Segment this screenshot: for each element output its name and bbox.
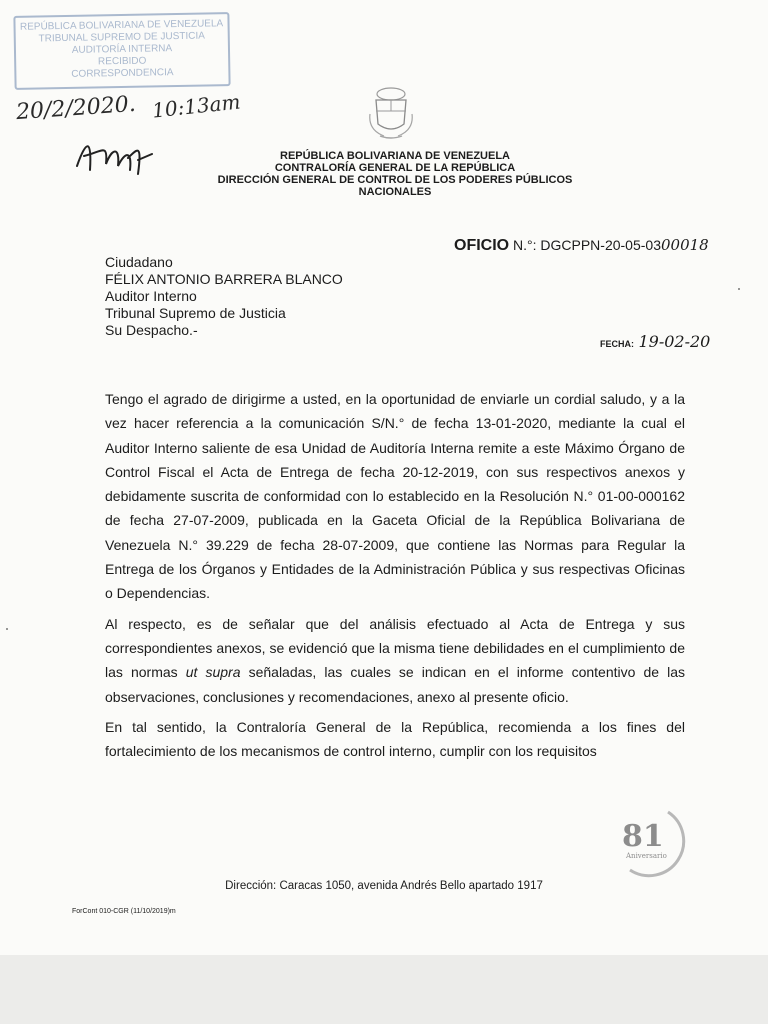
- fecha-handwritten-value: 19-02-20: [638, 332, 711, 351]
- footer-address: Dirección: Caracas 1050, avenida Andrés Bello apartado 1917: [225, 880, 543, 892]
- letterhead-line: REPÚBLICA BOLIVARIANA DE VENEZUELA: [280, 150, 510, 162]
- letter-date: [600, 332, 710, 352]
- anniversary-logo-icon: [616, 806, 688, 878]
- anniversary-word: Aniversario: [626, 852, 667, 860]
- body-paragraph: Tengo el agrado de dirigirme a usted, en la oportunidad de enviarle un cordial saludo, y a la vez hacer referencia a la comunicación S/N.° de fecha 13-01-2020, mediante la cual el Auditor Interno saliente de esa Unidad de Auditoría Interna remite a este Máximo Órgano de Control Fiscal el Acta de Entrega de fecha 20-12-2019, con sus respectivos anexos y debidamente suscrita de conformidad con lo establecido en la Resolución N.° 01-00-000162 de fecha 27-07-2009, publicada en la Gaceta Oficial de la República Bolivariana de Venezuela N.° 39.229 de fecha 28-07-2009, que contiene las Normas para Regular la Entrega de los Órganos y Entidades de la Administración Pública y sus respectivas Oficinas o Dependencias.: [105, 391, 685, 602]
- recipient-block: [105, 254, 343, 339]
- fecha-label: FECHA:: [600, 339, 634, 349]
- oficio-label: OFICIO: [454, 237, 510, 254]
- oficio-number: DGCPPN-20-05-03: [540, 237, 661, 253]
- oficio-label-suffix: N.°:: [509, 237, 541, 253]
- stamp-line: TRIBUNAL SUPREMO DE JUSTICIA: [38, 30, 206, 45]
- recipient-institution: Tribunal Supremo de Justicia: [105, 305, 286, 321]
- scan-margin: [0, 955, 768, 1024]
- body-paragraph: En tal sentido, la Contraloría General de la República, recomienda a los fines del fortalecimiento de los mecanismos de control interno, cumplir con los requisitos: [105, 718, 685, 760]
- stamp-line: RECIBIDO: [97, 55, 147, 68]
- coat-of-arms-icon: [366, 84, 416, 142]
- anniversary-number: 81: [622, 819, 664, 854]
- reception-stamp: [13, 12, 230, 90]
- recipient-salutation: Ciudadano: [105, 254, 173, 270]
- recipient-name: FÉLIX ANTONIO BARRERA BLANCO: [105, 271, 343, 287]
- handwritten-receipt-time: 10:13am: [150, 89, 242, 123]
- handwritten-receipt-date: 20/2/2020.: [15, 91, 137, 126]
- oficio-handwritten-number: 00018: [661, 236, 709, 254]
- oficio-reference: [454, 236, 709, 255]
- letterhead: [180, 150, 610, 198]
- body-text-segment: Al respecto, es de señalar que del análisis efectuado al Acta de Entrega y sus correspondientes anexos, se evidenció que la misma tiene debilidades en el cumplimiento de las normas: [105, 615, 685, 681]
- form-code: ForCont 010-CGR (11/10/2019)m: [72, 908, 176, 915]
- signature-icon: [72, 130, 162, 180]
- letterhead-line: CONTRALORÍA GENERAL DE LA REPÚBLICA: [274, 162, 516, 174]
- body-text-segment: señaladas, las cuales se indican en el informe contentivo de las observaciones, conclusiones y recomendaciones, anexo al presente oficio.: [105, 664, 686, 705]
- scan-speck: [738, 288, 740, 290]
- stamp-line: CORRESPONDENCIA: [71, 67, 174, 80]
- recipient-position: Auditor Interno: [105, 288, 197, 304]
- letterhead-line: DIRECCIÓN GENERAL DE CONTROL DE LOS PODERES PÚBLICOS: [217, 174, 573, 186]
- body-paragraph: [105, 612, 685, 709]
- stamp-line: AUDITORÍA INTERNA: [71, 43, 173, 56]
- scan-speck: [6, 628, 8, 630]
- letterhead-line: NACIONALES: [358, 186, 432, 198]
- stamp-line: REPÚBLICA BOLIVARIANA DE VENEZUELA: [19, 18, 224, 33]
- body-italic-term: ut supra: [185, 664, 241, 681]
- recipient-closing: Su Despacho.-: [105, 322, 198, 338]
- letter-body: [105, 387, 685, 769]
